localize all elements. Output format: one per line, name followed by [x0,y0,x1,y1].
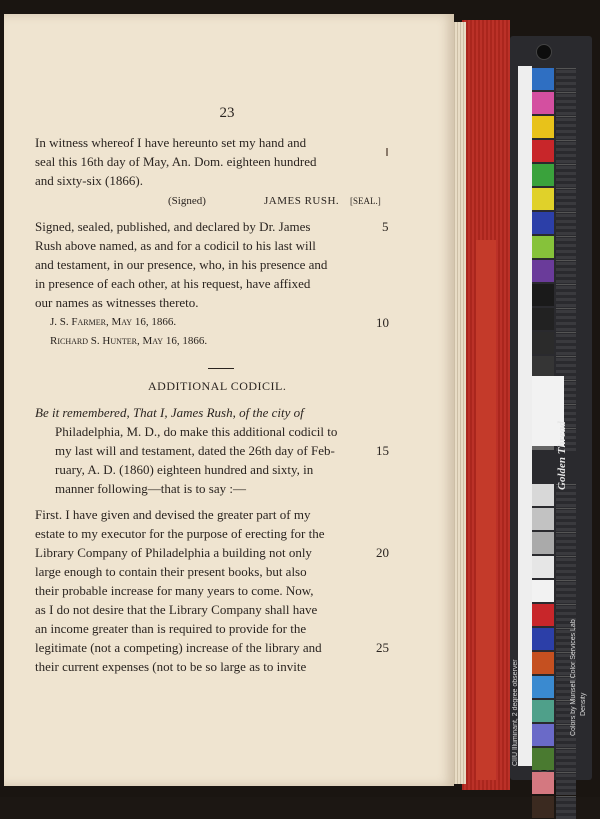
target-hole-top [536,44,552,60]
para2-line3: and testament, in our presence, who, in his presence and [35,257,328,272]
para2-line4: in presence of each other, at his request, have affixed [35,276,311,291]
target-label: Colors by Munsell Color Services Lab [570,619,577,736]
grey-swatch [532,356,554,378]
color-swatch [532,676,554,698]
page-number: 23 [219,105,235,121]
grey-swatch [532,284,554,306]
color-swatch [532,652,554,674]
color-swatch [532,580,554,602]
color-swatch [532,532,554,554]
color-swatch [532,724,554,746]
para4-line5: their probable increase for many years to come. Now, [35,583,314,598]
para4-line6: as I do not desire that the Library Company shall have [35,602,318,617]
para3-line5: manner following—that is to say :— [55,481,247,496]
color-swatch [532,604,554,626]
section-rule [208,368,234,369]
color-swatch [532,484,554,506]
witness-2: Richard S. Hunter, May 16, 1866. [50,335,208,347]
witness-1: J. S. Farmer, May 16, 1866. [50,316,177,328]
page-edges [452,22,466,784]
book-page [4,14,454,786]
brand-logo: Golden Thread [556,421,568,491]
color-swatch-values [556,68,576,91]
margin-mark [386,148,388,156]
color-swatch [532,508,554,530]
signed-label: (Signed) [168,195,206,207]
color-swatch [532,68,554,90]
grey-swatch [532,308,554,330]
para4-line7: an income greater than is required to provide for the [35,621,307,636]
para3-line1: Be it remembered, That I, James Rush, of the city of [35,405,304,420]
color-swatch [532,796,554,818]
color-swatch-values [556,748,576,771]
line-number-25: 25 [376,640,389,655]
line-number-5: 5 [382,219,389,234]
target-footer: CIIU Illuminant, 2 degree observer [512,659,519,766]
color-swatch [532,556,554,578]
book-cover-stripe [476,240,496,780]
para4-line2: estate to my executor for the purpose of erecting for the [35,526,325,541]
signer-name: JAMES RUSH. [264,195,340,207]
color-swatch-values [556,772,576,795]
color-swatch [532,772,554,794]
para4-line8: legitimate (not a competing) increase of the library and [35,640,322,655]
line-number-10: 10 [376,315,389,330]
color-swatch [532,628,554,650]
para2-line1: Signed, sealed, published, and declared by Dr. James [35,219,311,234]
para2-line5: our names as witnesses thereto. [35,295,199,310]
para3-line4: ruary, A. D. (1860) eighteen hundred and sixty, in [55,462,314,477]
line-number-20: 20 [376,545,389,560]
para4-line9: their current expenses (not to be so large as to invite [35,659,307,674]
para4-line1: First. I have given and devised the greater part of my [35,507,311,522]
color-swatch [532,236,554,258]
color-swatch [532,92,554,114]
color-swatch [532,116,554,138]
color-swatch [532,140,554,162]
para1-line2: seal this 16th day of May, An. Dom. eighteen hundred [35,154,317,169]
para4-line4: large enough to contain their present books, but also [35,564,307,579]
color-target [510,36,592,780]
color-swatch [532,188,554,210]
color-swatch [532,212,554,234]
color-swatch-values [556,796,576,819]
section-heading: ADDITIONAL CODICIL. [148,379,287,393]
color-swatch [532,700,554,722]
para1-line1: In witness whereof I have hereunto set my hand and [35,135,307,150]
line-number-15: 15 [376,443,389,458]
color-swatch [532,164,554,186]
para3-line3: my last will and testament, dated the 26th day of Feb- [55,443,335,458]
para4-line3: Library Company of Philadelphia a building not only [35,545,312,560]
color-swatch [532,260,554,282]
seal-mark: [SEAL.] [350,196,381,206]
para3-line2: Philadelphia, M. D., do make this additional codicil to [55,424,338,439]
density-label: Density [580,692,587,716]
grey-swatch [532,332,554,354]
para1-line3: and sixty-six (1866). [35,173,143,188]
color-swatch [532,748,554,770]
para2-line2: Rush above named, as and for a codicil to his last will [35,238,316,253]
